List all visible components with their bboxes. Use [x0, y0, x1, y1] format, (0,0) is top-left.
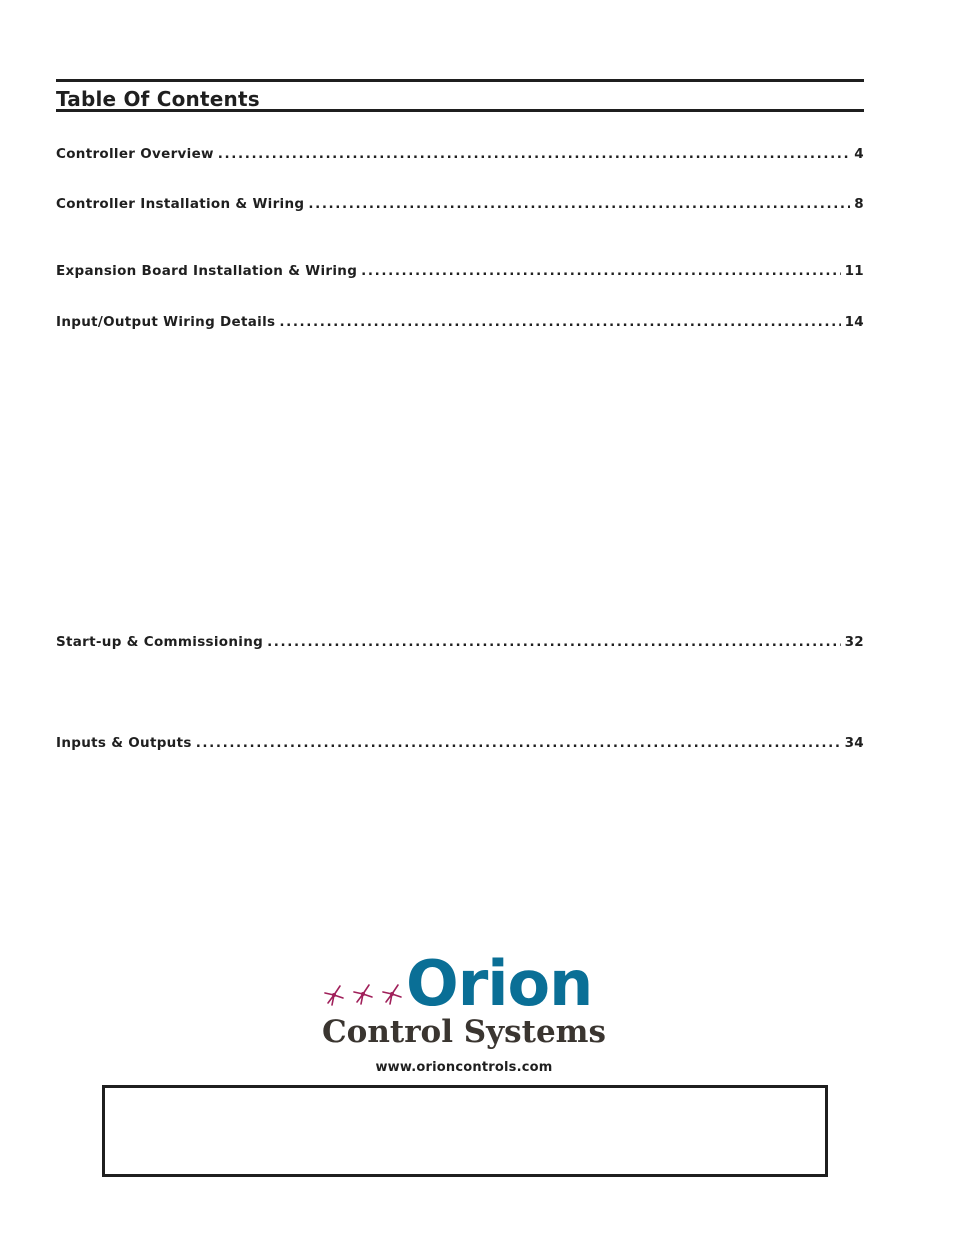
dot-leader — [308, 196, 850, 212]
toc-entry-inputs-outputs[interactable] — [56, 735, 864, 753]
toc-entry-page: 14 — [844, 314, 864, 330]
dot-leader — [279, 314, 840, 330]
toc-entry-controller-installation[interactable] — [56, 196, 864, 214]
info-box — [102, 1085, 828, 1177]
logo-subtitle: Control Systems — [322, 1014, 606, 1050]
toc-entry-startup[interactable] — [56, 634, 864, 652]
three-star-icon — [322, 981, 408, 1009]
toc-entry-page: 4 — [854, 146, 864, 162]
toc-entry-label: Controller Overview — [56, 146, 214, 162]
toc-entry-label: Input/Output Wiring Details — [56, 314, 276, 330]
toc-entry-label: Inputs & Outputs — [56, 735, 192, 751]
toc-entry-label: Expansion Board Installation & Wiring — [56, 263, 358, 279]
toc-entry-label: Start-up & Commissioning — [56, 634, 264, 650]
toc-entry-page: 11 — [844, 263, 864, 279]
toc-entry-label: Controller Installation & Wiring — [56, 196, 305, 212]
dot-leader — [218, 146, 851, 162]
toc-entry-io-wiring[interactable] — [56, 314, 864, 332]
toc-entry-page: 8 — [854, 196, 864, 212]
dot-leader — [361, 263, 840, 279]
toc-header — [56, 79, 864, 112]
toc-entry-page: 32 — [844, 634, 864, 650]
dot-leader — [196, 735, 841, 751]
toc-entry-controller-overview[interactable] — [56, 146, 864, 164]
page-title: Table Of Contents — [56, 87, 260, 111]
orion-logo — [322, 947, 606, 1060]
website-link[interactable]: www.orioncontrols.com — [375, 1060, 553, 1075]
toc-entry-expansion-board[interactable] — [56, 263, 864, 281]
toc-entry-page: 34 — [844, 735, 864, 751]
dot-leader — [267, 634, 841, 650]
logo-wordmark: Orion — [406, 947, 593, 1020]
